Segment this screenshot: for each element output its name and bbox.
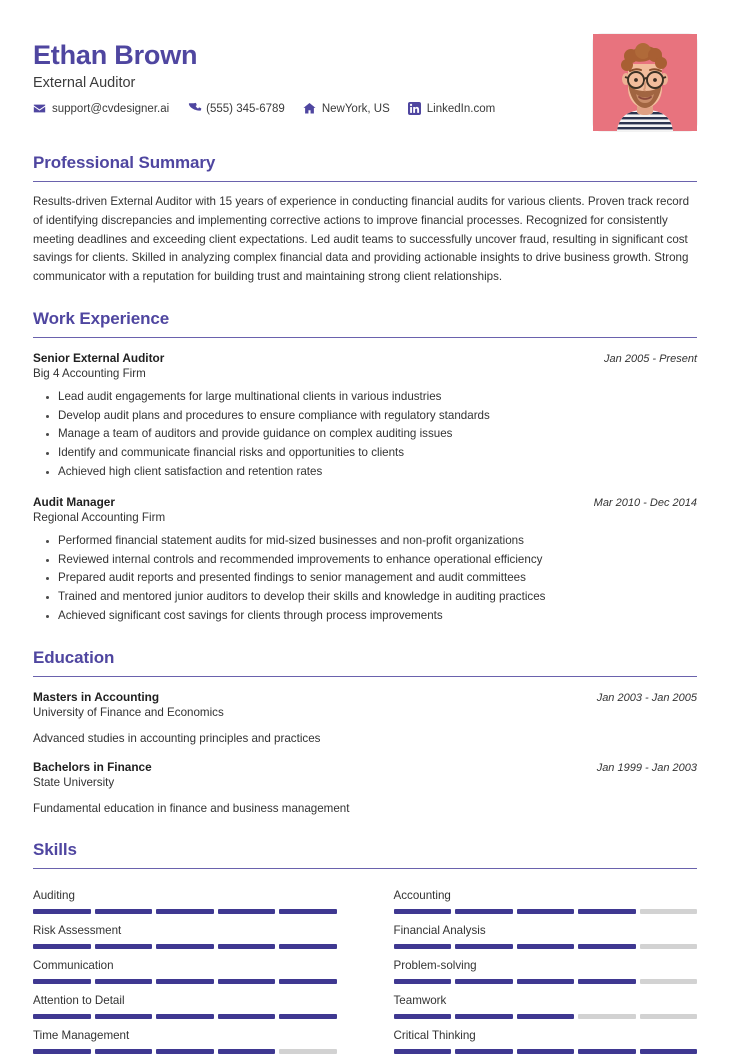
entry-header — [33, 690, 697, 704]
list-item: Prepared audit reports and presented findings to senior management and audit committees — [58, 569, 697, 588]
header-identity — [33, 34, 495, 115]
linkedin-icon — [408, 102, 421, 115]
skill-segment-filled — [33, 1049, 91, 1054]
section-divider — [33, 868, 697, 869]
skill-label: Auditing — [33, 888, 75, 902]
skill-item — [394, 1019, 698, 1054]
skill-label: Time Management — [33, 1028, 130, 1042]
skill-segment-filled — [640, 1049, 698, 1054]
section-divider — [33, 181, 697, 182]
contact-item-phone[interactable] — [187, 102, 285, 115]
entry-dates: Jan 1999 - Jan 2003 — [596, 762, 697, 775]
section-skills — [33, 840, 697, 1054]
skill-segment-filled — [578, 1049, 636, 1054]
section-title-skills: Skills — [33, 839, 77, 859]
skill-segment-filled — [218, 1049, 276, 1054]
entry-dates: Mar 2010 - Dec 2014 — [593, 496, 697, 509]
section-title-summary: Professional Summary — [33, 153, 216, 172]
skill-item — [33, 914, 337, 949]
section-divider — [33, 337, 697, 338]
list-item: Reviewed internal controls and recommended improvements to enhance operational efficiency — [58, 551, 697, 570]
skill-item — [394, 914, 698, 949]
contact-text: LinkedIn.com — [426, 102, 496, 115]
contact-text: support@cvdesigner.ai — [52, 102, 170, 115]
list-item: Trained and mentored junior auditors to develop their skills and knowledge in auditing practices — [58, 588, 697, 607]
education-entry — [33, 690, 697, 747]
entry-header — [33, 351, 697, 365]
entry-dates: Jan 2005 - Present — [604, 352, 697, 365]
education-list — [33, 690, 697, 818]
responsibility-list — [33, 532, 697, 626]
job-title: External Auditor — [33, 75, 136, 92]
company-name: Regional Accounting Firm — [33, 510, 166, 524]
list-item: Achieved high client satisfaction and retention rates — [58, 463, 697, 482]
entry-description: Advanced studies in accounting principles and practices — [33, 731, 321, 745]
education-entry — [33, 760, 697, 817]
skill-segment-empty — [279, 1049, 337, 1054]
experience-entry — [33, 351, 697, 482]
resume-header — [33, 34, 697, 131]
responsibility-list — [33, 388, 697, 482]
skill-segment-filled — [95, 1049, 153, 1054]
experience-entry — [33, 495, 697, 626]
list-item: Performed financial statement audits for mid-sized businesses and non-profit organizations — [58, 532, 697, 551]
skill-label: Teamwork — [393, 993, 447, 1007]
skill-label: Accounting — [393, 888, 451, 902]
skill-item — [33, 1019, 337, 1054]
skill-label: Financial Analysis — [393, 923, 486, 937]
entry-description: Fundamental education in finance and business management — [33, 802, 350, 816]
section-title-experience: Work Experience — [33, 308, 170, 328]
skill-segment-filled — [156, 1049, 214, 1054]
skill-label: Problem-solving — [393, 958, 477, 972]
degree-name: Masters in Accounting — [33, 689, 160, 704]
skill-item — [394, 879, 698, 914]
experience-list — [33, 351, 697, 626]
section-professional-summary — [33, 153, 697, 287]
list-item: Lead audit engagements for large multinational clients in various industries — [58, 388, 697, 407]
skill-level-bar — [33, 1049, 337, 1054]
contact-item-linkedin[interactable] — [408, 102, 495, 115]
avatar — [593, 34, 697, 131]
skill-segment-filled — [394, 1049, 452, 1054]
section-work-experience — [33, 309, 697, 626]
skills-grid — [33, 879, 697, 1054]
job-role: Senior External Auditor — [33, 350, 165, 365]
entry-header — [33, 495, 697, 509]
contact-row — [33, 102, 495, 115]
list-item: Develop audit plans and procedures to ensure compliance with regulatory standards — [58, 407, 697, 426]
school-name: University of Finance and Economics — [33, 705, 224, 719]
skill-label: Communication — [33, 958, 114, 972]
home-icon — [303, 102, 316, 115]
phone-icon — [187, 102, 200, 115]
list-item: Manage a team of auditors and provide guidance on complex auditing issues — [58, 425, 697, 444]
degree-name: Bachelors in Finance — [33, 760, 152, 775]
skill-item — [394, 949, 698, 984]
contact-item-envelope[interactable] — [33, 102, 169, 115]
company-name: Big 4 Accounting Firm — [33, 366, 146, 380]
skill-item — [33, 949, 337, 984]
section-title-education: Education — [33, 647, 115, 667]
job-role: Audit Manager — [33, 494, 115, 509]
school-name: State University — [33, 776, 115, 790]
contact-item-home[interactable] — [303, 102, 390, 115]
skill-label: Critical Thinking — [393, 1028, 476, 1042]
skill-item — [33, 984, 337, 1019]
entry-header — [33, 760, 697, 774]
contact-text: (555) 345-6789 — [206, 102, 285, 115]
skill-item — [394, 984, 698, 1019]
envelope-icon — [33, 102, 46, 115]
list-item: Identify and communicate financial risks and opportunities to clients — [58, 444, 697, 463]
skill-item — [33, 879, 337, 914]
skill-label: Attention to Detail — [33, 993, 125, 1007]
contact-text: NewYork, US — [321, 102, 390, 115]
page-title: Ethan Brown — [33, 40, 198, 70]
skill-segment-filled — [455, 1049, 513, 1054]
section-education — [33, 648, 697, 818]
entry-dates: Jan 2003 - Jan 2005 — [596, 691, 697, 704]
list-item: Achieved significant cost savings for clients through process improvements — [58, 607, 697, 626]
section-divider — [33, 676, 697, 677]
skill-segment-filled — [517, 1049, 575, 1054]
skill-level-bar — [394, 1049, 698, 1054]
skill-label: Risk Assessment — [33, 923, 122, 937]
summary-text: Results-driven External Auditor with 15 years of experience in conducting financial audits for various clients. Proven track record of identifying discrepancies and implementing corrective actions to improve financial processes. Recognized for consistently meeting deadlines and exceeding client expectations. Led audit teams to successfully uncover fraud, resulting in significant cost savings for clients. Skilled in analyzing complex financial data and providing actionable insights to drive business growth. Strong communicator with a reputation for building trust and maintaining strong client relationships. — [33, 195, 690, 284]
profile-photo-illustration — [593, 34, 697, 131]
